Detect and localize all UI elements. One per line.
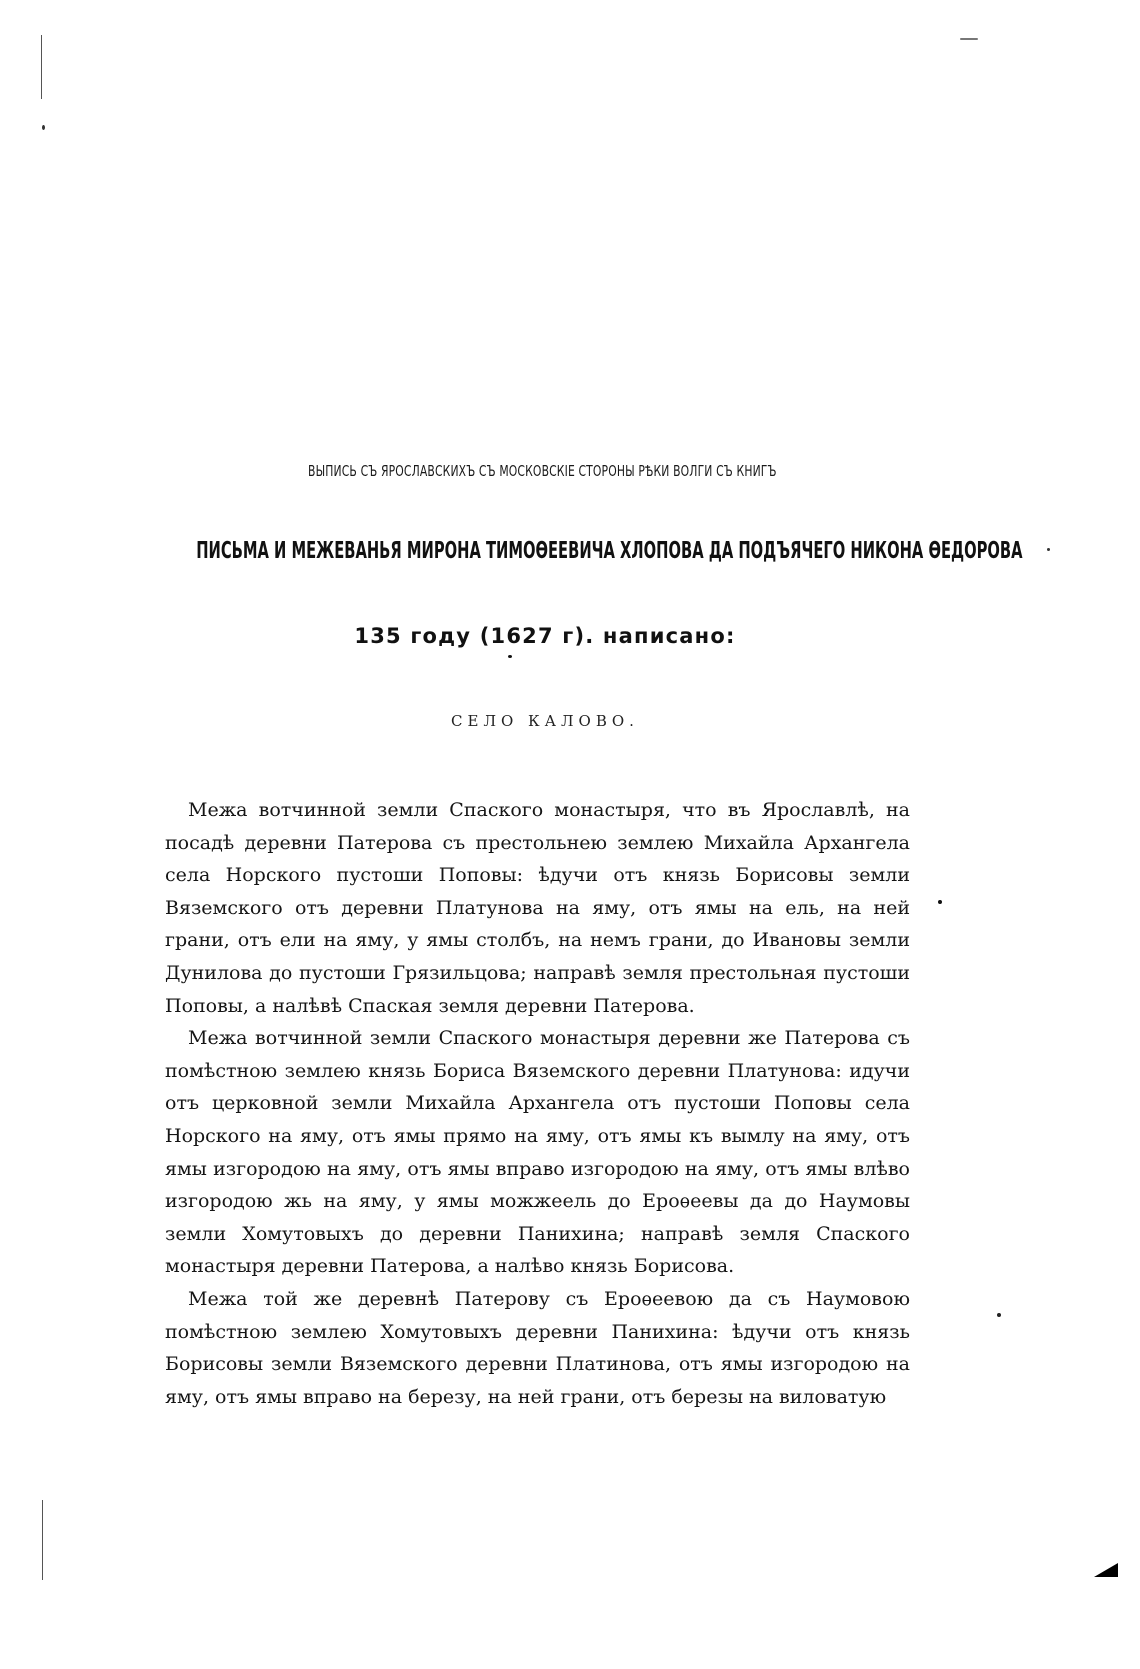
page-corner-mark bbox=[1094, 1563, 1118, 1577]
paragraph: Межа той же деревнѣ Патерову съ Ероѳеевою да съ Наумовою помѣстною землею Хомутовыхъ деревни Панихина: ѣдучи отъ князь Борисовы земли Вяземского деревни Платинова, отъ ямы изгородою на яму, отъ ямы вправо на березу, на ней грани, отъ березы на виловатую bbox=[165, 1287, 910, 1408]
document-heading-line-3: 135 году (1627 г). написано: bbox=[354, 624, 736, 648]
scan-speck bbox=[508, 655, 512, 658]
scan-edge-mark bbox=[41, 35, 42, 99]
section-title: СЕЛО КАЛОВО. bbox=[451, 712, 639, 730]
paragraph: Межа вотчинной земли Спаского монастыря, что въ Ярославлѣ, на посадѣ деревни Патерова съ престольнею землею Михайла Архангела села Норского пустоши Поповы: ѣдучи отъ князь Борисовы земли Вяземского отъ деревни Платунова на яму, отъ ямы на ель, на ней грани, отъ ели на яму, у ямы столбъ, на немъ грани, до Ивановы земли Дунилова до пустоши Грязильцова; направѣ земля престольная пустоши Поповы, а налѣвѣ Спаская земля деревни Патерова. bbox=[165, 799, 910, 1017]
scan-speck bbox=[938, 900, 942, 904]
body-text bbox=[165, 794, 910, 1413]
document-heading-line-2: ПИСЬМА И МЕЖЕВАНЬЯ МИРОНА ТИМОѲЕЕВИЧА ХЛОПОВА ДА ПОДЪЯЧЕГО НИКОНА ѲЕДОРОВА bbox=[196, 538, 1023, 564]
scan-speck bbox=[997, 1313, 1001, 1317]
scan-speck bbox=[42, 125, 45, 130]
scan-speck bbox=[1047, 548, 1050, 551]
document-heading-line-1: ВЫПИСЬ СЪ ЯРОСЛАВСКИХЪ СЪ МОСКОВСКІЕ СТОРОНЫ РѢКИ ВОЛГИ СЪ КНИГЪ bbox=[308, 462, 777, 480]
paragraph: Межа вотчинной земли Спаского монастыря деревни же Патерова съ помѣстною землею князь Бориса Вяземского деревни Платунова: идучи отъ церковной земли Михайла Архангела отъ пустоши Поповы села Норского на яму, отъ ямы прямо на яму, отъ ямы къ вымлу на яму, отъ ямы изгородою на яму, отъ ямы вправо изгородою на яму, отъ ямы влѣво изгородою жь на яму, у ямы можжеель до Ероѳеевы да до Наумовы земли Хомутовыхъ до деревни Панихина; направѣ земля Спаского монастыря деревни Патерова, а налѣво князь Борисова. bbox=[165, 1027, 910, 1278]
scan-edge-mark bbox=[42, 1500, 43, 1580]
scan-speck bbox=[960, 38, 978, 40]
